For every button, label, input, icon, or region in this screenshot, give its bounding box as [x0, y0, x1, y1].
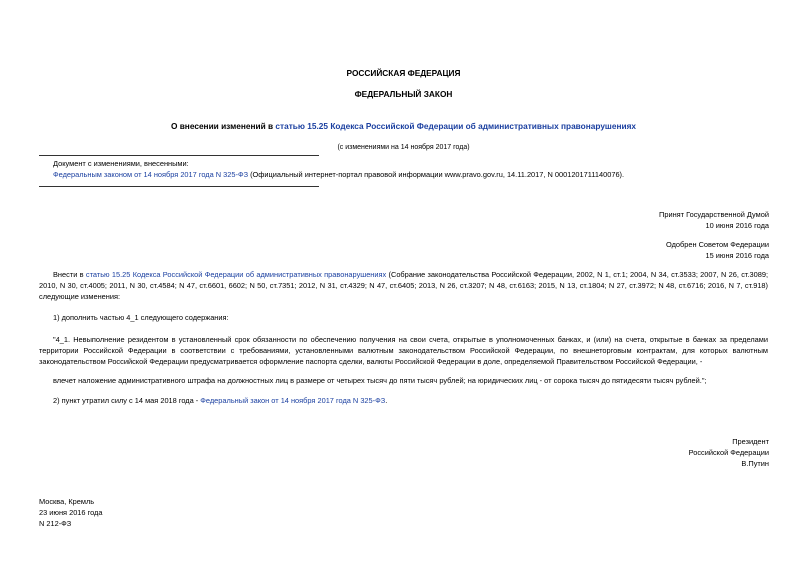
title-prefix: О внесении изменений в	[170, 121, 276, 131]
document-title	[0, 121, 807, 132]
country-heading: РОССИЙСКАЯ ФЕДЕРАЦИЯ	[346, 68, 461, 78]
item-2-law-link[interactable]: Федеральный закон от 14 ноября 2017 года N 325-ФЗ	[200, 396, 386, 405]
item-1: 1) дополнить частью 4_1 следующего содержания:	[53, 313, 229, 322]
intro-prefix: Внести в	[53, 270, 86, 279]
signing-date: 23 июня 2016 года	[39, 508, 103, 517]
intro-paragraph	[39, 269, 768, 302]
penalty-paragraph: влечет наложение административного штрафа на должностных лиц в размере от четырех тысяч до пяти тысяч рублей; на юридических лиц - от сорока тысяч до пятидесяти тысяч рублей.";	[53, 376, 707, 385]
law-number: N 212-ФЗ	[39, 519, 72, 528]
duma-date: 10 июня 2016 года	[705, 221, 769, 230]
item-2	[53, 395, 387, 406]
revision-note: (с изменениями на 14 ноября 2017 года)	[337, 144, 470, 151]
signature-title: Президент	[732, 437, 769, 446]
council-approval: Одобрен Советом Федерации	[666, 240, 769, 249]
intro-article-link[interactable]: статью 15.25 Кодекса Российской Федерации об административных правонарушениях	[85, 270, 387, 279]
signing-place: Москва, Кремль	[39, 497, 95, 506]
changes-label: Документ с изменениями, внесенными:	[53, 159, 189, 168]
amending-law-link[interactable]: Федеральным законом от 14 ноября 2017 года N 325-ФЗ	[53, 170, 249, 179]
doc-type-heading: ФЕДЕРАЛЬНЫЙ ЗАКОН	[354, 89, 453, 99]
council-date: 15 июня 2016 года	[705, 251, 769, 260]
title-article-link[interactable]: статью 15.25 Кодекса Российской Федерации об административных правонарушениях	[275, 121, 637, 131]
duma-adoption: Принят Государственной Думой	[659, 210, 769, 219]
item-2-suffix: .	[385, 396, 388, 405]
changes-bottom-rule	[39, 186, 319, 187]
signature-country: Российской Федерации	[688, 448, 769, 457]
changes-line	[53, 169, 624, 180]
item-2-prefix: 2) пункт утратил силу с 14 мая 2018 года -	[53, 396, 201, 405]
changes-source: (Официальный интернет-портал правовой информации www.pravo.gov.ru, 14.11.2017, N 0001201711140076).	[248, 170, 625, 179]
changes-top-rule	[39, 155, 319, 156]
signature-name: В.Путин	[741, 459, 769, 468]
quote-paragraph: "4_1. Невыполнение резидентом в установленный срок обязанности по обеспечению получения на свои счета, открытые в уполномоченных банках, и (или) на счета, открытые в банках за пределами территории Российской Федерации в соответствии с требованиями, установленными валютным законодательством Российской Федерации, по внешнеторговым контрактам, для которых валютным законодательством Российской Федерации предусматривается оформление паспорта сделки, валюты Российской Федерации в доле, определяемой Правительством Российской Федерации, -	[39, 335, 768, 366]
intro-rest: (Собрание законодательства Российской Федерации, 2002, N 1, ст.1; 2004, N 34, ст.3533; 2007, N 26, ст.3089; 2010, N 30, ст.4005; 2011, N 30, ст.4584; N 47, ст.6601, 6602; N 50, ст.7351; 2012, N 31, ст.4329; N 47, ст.6405; 2013, N 26, ст.3207; N 48, ст.6163; 2015, N 13, ст.1804; N 27, ст.3972; N 48, ст.6716; 2016, N 7, ст.918) следующие изменения:	[39, 270, 768, 301]
